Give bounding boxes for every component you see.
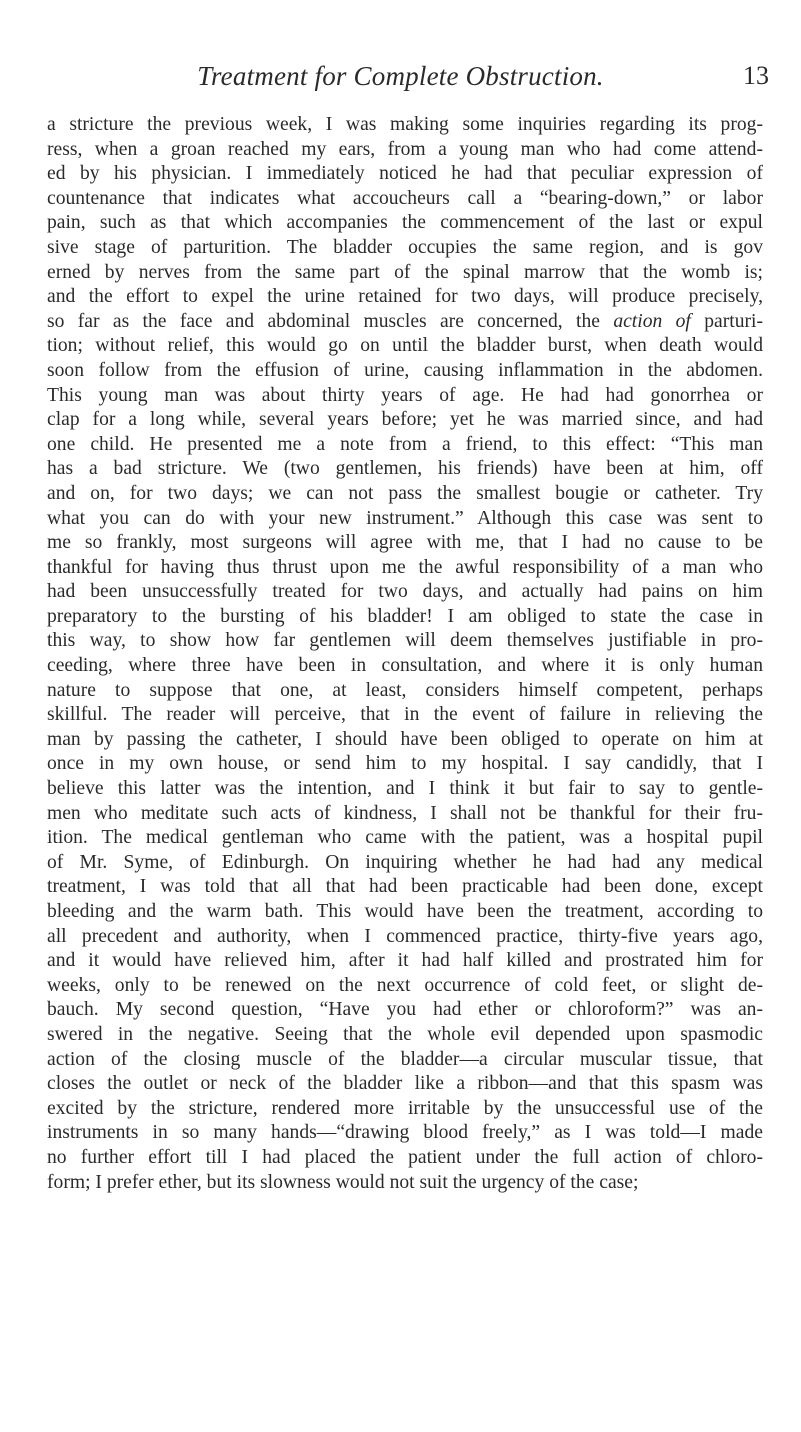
text-line: and on, for two days; we can not pass the smallest bougie or catheter. Try — [47, 482, 763, 504]
text-line: once in my own house, or send him to my hospital. I say candidly, that I — [47, 753, 763, 775]
text-line: of Mr. Syme, of Edinburgh. On inquiring whether he had had any medical — [47, 851, 763, 873]
text-line: closes the outlet or neck of the bladder like a ribbon—and that this spasm was — [47, 1073, 763, 1095]
text-line: has a bad stricture. We (two gentlemen, his friends) have been at him, off — [47, 458, 763, 480]
text-line: no further effort till I had placed the patient under the full action of chloro- — [47, 1146, 763, 1168]
text-line: what you can do with your new instrument.” Although this case was sent to — [47, 507, 763, 529]
text-line: and it would have relieved him, after it had half killed and prostrated him for — [47, 950, 763, 972]
text-line: men who meditate such acts of kindness, I shall not be thankful for their fru- — [47, 802, 763, 824]
text-line: believe this latter was the intention, and I think it but fair to say to gentle- — [47, 778, 763, 800]
text-line: tion; without relief, this would go on until the bladder burst, when death would — [47, 335, 763, 357]
text-line: a stricture the previous week, I was making some inquiries regarding its prog- — [47, 114, 763, 135]
text-line: clap for a long while, several years before; yet he was married since, and had — [47, 409, 763, 431]
text-line: swered in the negative. Seeing that the whole evil depended upon spasmodic — [47, 1023, 763, 1045]
text-line: treatment, I was told that all that had been practicable had been done, except — [47, 876, 763, 898]
text-line: me so frankly, most surgeons will agree with me, that I had no cause to be — [47, 532, 763, 554]
text-line: sive stage of parturition. The bladder occupies the same region, and is gov — [47, 236, 763, 258]
text-line: soon follow from the effusion of urine, causing inflammation in the abdomen. — [47, 359, 763, 381]
text-line: form; I prefer ether, but its slowness would not suit the urgency of the case; — [47, 1171, 639, 1193]
running-head — [0, 58, 801, 98]
text-line: action of the closing muscle of the bladder—a circular muscular tissue, that — [47, 1048, 763, 1070]
page-number: 13 — [743, 61, 769, 90]
text-line: instruments in so many hands—“drawing blood freely,” as I was told—I made — [47, 1122, 763, 1144]
text-line: nature to suppose that one, at least, considers himself competent, perhaps — [47, 679, 763, 701]
text-line: ed by his physician. I immediately noticed he had that peculiar expression of — [47, 163, 763, 185]
text-line: skillful. The reader will perceive, that in the event of failure in relieving the — [47, 704, 763, 726]
text-line: bleeding and the warm bath. This would have been the treatment, according to — [47, 901, 763, 922]
text-line: all precedent and authority, when I commenced practice, thirty-five years ago, — [47, 925, 763, 947]
text-line: This young man was about thirty years of age. He had had gonorrhea or — [47, 384, 763, 406]
text-line: erned by nerves from the same part of the spinal marrow that the womb is; — [47, 261, 763, 283]
text-line: and the effort to expel the urine retained for two days, will produce precisely, — [47, 286, 763, 308]
text-line: countenance that indicates what accoucheurs call a “bearing-down,” or labor — [47, 187, 763, 209]
text-line: ition. The medical gentleman who came with the patient, was a hospital pupil — [47, 827, 763, 849]
text-line: weeks, only to be renewed on the next occurrence of cold feet, or slight de- — [47, 974, 763, 996]
running-title: Treatment for Complete Obstruction. — [197, 61, 604, 91]
text-line: this way, to show how far gentlemen will deem themselves justifiable in pro- — [47, 630, 763, 652]
text-line: so far as the face and abdominal muscles are concerned, the action of parturi- — [47, 310, 763, 332]
text-line: ceeding, where three have been in consultation, and where it is only human — [47, 655, 763, 677]
text-line: pain, such as that which accompanies the commencement of the last or expul — [47, 212, 763, 234]
text-line: preparatory to the bursting of his bladder! I am obliged to state the case in — [47, 605, 763, 627]
text-line: bauch. My second question, “Have you had ether or chloroform?” was an- — [47, 999, 763, 1021]
text-line: ress, when a groan reached my ears, from a young man who had come attend- — [47, 138, 763, 160]
text-line: one child. He presented me a note from a friend, to this effect: “This man — [47, 433, 763, 455]
text-line: had been unsuccessfully treated for two days, and actually had pains on him — [47, 581, 763, 603]
body-paragraph — [47, 113, 763, 1195]
text-line: thankful for having thus thrust upon me the awful responsibility of a man who — [47, 556, 763, 578]
text-line: man by passing the catheter, I should have been obliged to operate on him at — [47, 728, 763, 750]
text-line: excited by the stricture, rendered more irritable by the unsuccessful use of the — [47, 1097, 763, 1119]
